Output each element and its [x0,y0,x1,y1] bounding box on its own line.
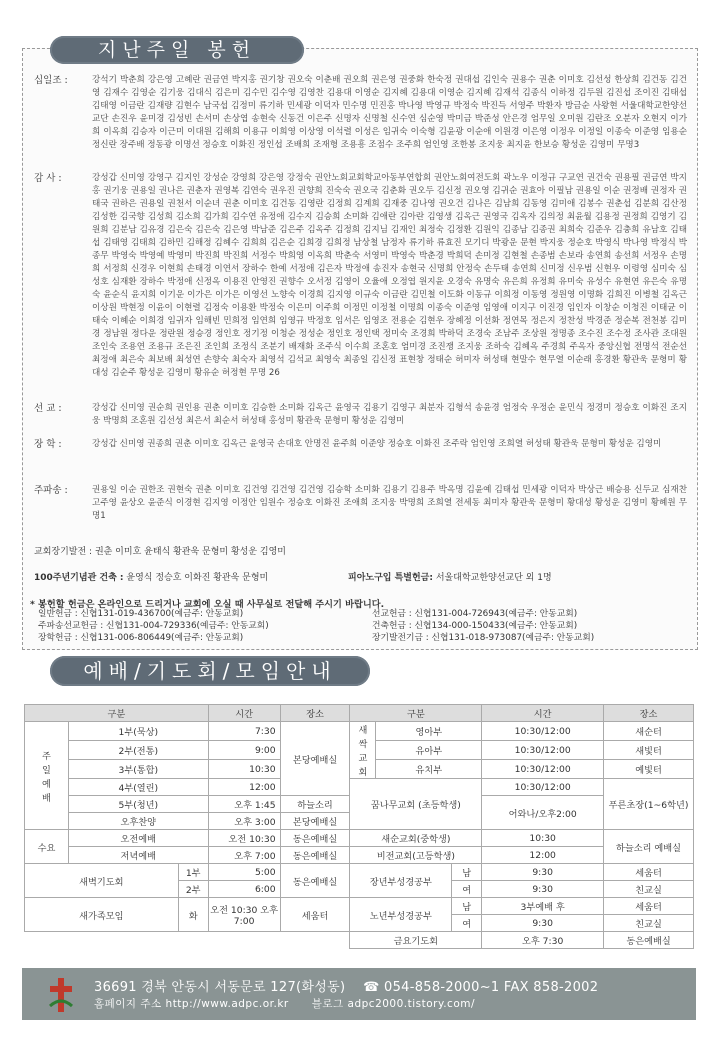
table-row [25,864,694,881]
dawn-place: 동은예배실 [280,864,350,898]
church-cross-icon [46,976,76,1014]
dept-name: 영아부 [376,722,482,741]
sex: 남 [452,864,482,881]
footer-homepage[interactable]: 홈페이지 주소 http://www.adpc.or.kr [94,998,289,1010]
kkum-label: 꿈나무교회 (초등학생) [350,779,482,830]
anniversary-label: 100주년기념관 건축 : [34,573,124,583]
sex: 남 [452,898,482,915]
service-name: 오전예배 [68,830,208,847]
table-row [25,830,694,847]
family-place: 세움터 [280,898,350,932]
building-offering [34,544,286,557]
empty-cell [25,932,350,949]
jang-label: 장년부성경공부 [350,864,452,898]
offering-label: 장 학 : [34,439,62,450]
dept-time: 10:30/12:00 [482,722,604,741]
service-name: 오후찬양 [68,813,208,830]
service-time: 오후 1:45 [208,796,280,813]
dept-place: 새순터 [604,722,694,741]
header-category: 구분 [350,705,482,722]
offering-label: 주파송 : [34,485,68,496]
dept-name: 새순교회(중학생) [350,830,482,847]
dept-name: 비전교회(고등학생) [350,847,482,864]
offering-names: 권용일 이순 권한조 권현숙 권춘 이미호 김건영 김건영 김건영 김승학 소미화 김용기 김용주 박옥명 김윤예 김태섭 민세광 이덕자 박상근 배승용 신두교 심재찬 고주영 윤상오 윤준식 이경현 김지영 이정안 임원수 정승호 이화진 조애희 조지웅 박명희 조희열 전세동 최미자 황관욱 문형미 황대성 황성운 김영미 황혜원 무명1 [92,485,687,521]
dept-name: 유아부 [376,741,482,760]
table-header-row [25,705,694,722]
footer-address: 36691 경북 안동시 서동문로 127(화성동) [94,980,346,995]
friday-time: 오후 7:30 [482,932,604,949]
schedule-table [24,704,694,949]
study-time: 9:30 [482,881,604,898]
kkum-time: 10:30/12:00 [482,779,604,796]
study-time: 9:30 [482,864,604,881]
service-name: 2부(전통) [68,741,208,760]
sex: 여 [452,915,482,932]
wed-label: 수요 [25,830,69,864]
header-place: 장소 [604,705,694,722]
family-time: 오전 10:30 오후 7:00 [208,898,280,932]
service-name: 저녁예배 [68,847,208,864]
offering-label: 감 사 : [34,173,62,184]
service-time: 12:00 [208,779,280,796]
offering-label: 선 교 : [34,403,62,414]
anniversary-offering [34,570,268,583]
table-row [25,722,694,741]
dawn-time: 5:00 [208,864,280,881]
account-building: 건축헌금 : 신협134-000-150433(예금주: 안동교회) [372,621,578,631]
service-name: 3부(통합) [68,760,208,779]
dept-time: 10:30/12:00 [482,741,604,760]
header-place: 장소 [280,705,350,722]
service-time: 7:30 [208,722,280,741]
saesak-label: 새싹교회 [350,722,376,779]
service-name: 5부(청년) [68,796,208,813]
account-mission: 선교헌금 : 신협131-004-726943(예금주: 안동교회) [372,609,578,619]
friday-name: 금요기도회 [350,932,482,949]
service-time: 10:30 [208,760,280,779]
family-label: 새가족모임 [25,898,179,932]
header-time: 시간 [208,705,280,722]
account-general: 일반헌금 : 신협131-019-436700(예금주: 안동교회) [38,609,244,619]
footer [22,968,696,1020]
header-time: 시간 [482,705,604,722]
dept-time: 10:30/12:00 [482,760,604,779]
dept-name: 유치부 [376,760,482,779]
kkum-place: 푸른초장(1~6학년) [604,779,694,830]
offering-label: 십일조 : [34,75,68,86]
building-label: 교회장기발전 : [34,547,93,557]
service-name: 1부(묵상) [68,722,208,741]
service-time: 오후 3:00 [208,813,280,830]
service-time: 9:00 [208,741,280,760]
dept-place: 새빛터 [604,741,694,760]
service-name: 4부(열린) [68,779,208,796]
anniversary-names: 윤영식 정승호 이화진 황관욱 문형미 [126,573,269,583]
offering-names: 강성갑 신미영 권종희 권춘 이미호 김옥근 윤영국 손대호 안명진 윤주희 이준양 정승호 이화진 조주락 엄인영 조희열 허성태 황관욱 문형미 황성운 김영미 [92,439,662,449]
sunday-label: 주일예배 [25,722,69,830]
section-title-offerings: 지난주일 봉헌 [50,36,304,64]
dawn-time: 6:00 [208,881,280,898]
footer-phone: ☎ 054-858-2000~1 FAX 858-2002 [363,980,599,995]
account-scholarship: 장학헌금 : 신협131-006-806449(예금주: 안동교회) [38,633,244,643]
section-title-schedule: 예배/기도회/모임안내 [50,656,370,686]
building-names: 권춘 이미호 윤태식 황관욱 문형미 황성운 김영미 [94,547,286,557]
friday-place: 동은예배실 [604,932,694,949]
offering-names: 강석기 박춘희 강은영 고혜란 권금연 박지홍 권기창 권오숙 이춘배 권오희 권은영 권중화 한숙정 권대섭 김인숙 권용수 권춘 이미호 김선성 한상희 김건동 김건영 김재수 김영순 김기웅 김대식 김은미 김수민 김수영 김영찬 김용대 이영순 김지혜 김용대 이영순 김지혜 김재석 김종식 이하정 김두원 김진섭 조이진 김태섭 김태영 이금란 김재량 김현수 남국섭 김정미 류기하 민세광 이덕자 민수명 민진홍 박나영 박영규 박정숙 박진득 서영주 박환자 방금순 사왕현 서울대학교한양선교단 손진우 윤미경 김성빈 손서미 손상엽 송현숙 신동건 이은주 신명자 신명철 신수연 심순영 박미금 박준성 안은경 엄무일 오미원 김란조 오분자 오현지 이가희 이옥희 김승자 이근미 이대원 김해희 이용규 이희영 이상영 이석렬 이성은 임귀숙 이숙형 김윤광 이순애 이원경 이은영 이정우 이정일 이종숙 이준영 임용순 정신란 장주배 정동광 이명선 정승호 이화진 정인섭 조배희 조재형 조용흥 조점수 조주희 엄인영 조한봉 조지웅 최지윤 한보승 황성운 김영미 무명3 [92,75,687,150]
study-time: 3부예배 후 [482,898,604,915]
account-list-right [372,608,594,644]
study-place: 세움터 [604,898,694,915]
dept-place: 예빛터 [604,760,694,779]
footer-address-line [94,976,598,995]
dept-time: 10:30 [482,830,604,847]
table-row [25,779,694,796]
offering-notice: * 봉헌할 헌금은 온라인으로 드리거나 교회에 오실 때 사무실로 전달해 주시기 바랍니다. [30,599,385,610]
service-place: 하늘소리 [280,796,350,813]
footer-blog[interactable]: 블로그 adpc2000.tistory.com/ [311,998,476,1010]
piano-label: 피아노구입 특별헌금: [348,573,433,583]
footer-web-line [94,996,475,1011]
header-category: 구분 [25,705,209,722]
dept-time: 12:00 [482,847,604,864]
kkum-time: 어와나/오후2:00 [482,796,604,830]
account-longterm: 장기발전기금 : 신협131-018-973087(예금주: 안동교회) [372,633,595,643]
family-day: 화 [178,898,208,932]
service-place: 동은예배실 [280,847,350,864]
offering-names: 강성갑 신미영 권순희 권인용 권춘 이미호 김승한 소미화 김옥근 윤영국 김용기 김영구 최분자 김형석 송윤경 엄정숙 우정순 윤민식 정경미 정승호 이화진 조지웅 박명희 조혼원 김선성 최은서 최순서 허성태 홍성미 황관욱 문형미 황성운 김영미 [92,403,687,426]
dawn-part: 2부 [178,881,208,898]
dawn-part: 1부 [178,864,208,881]
sex: 여 [452,881,482,898]
youth-place: 하늘소리 예배실 [604,830,694,864]
study-place: 친교실 [604,915,694,932]
study-place: 친교실 [604,881,694,898]
offering-names: 강성갑 신미영 강영구 김지인 강성순 강영희 강은영 강정숙 권안노회교회학교아동부연합회 권안노회여전도회 곽노우 이정규 구교연 권건숙 권용필 권금연 박지홍 권기웅 권용일 권나은 권춘자 권영복 김연숙 권우진 권향희 진숙숙 권오국 김춘화 권오두 김신정 권오영 김귀순 권효아 이필남 권용일 이순 권정배 권정자 권태국 권하은 권용일 권천서 이순녀 권춘 이미호 김건동 김영란 김정희 김계희 김재중 김나영 권오건 김나은 김남희 김동영 김미애 김봉수 권춘섭 김분희 김산정 김성한 김국향 김성희 김소희 김가희 김수연 유정애 김수지 김승희 소미화 김애란 김아란 김영생 김옥근 권영국 김옥자 김의정 최윤월 김용정 권정희 김영기 김원희 김분남 김유경 김은숙 김은숙 김은영 박남준 김은주 김옥주 김정희 김지님 김재인 최정숙 김정환 김원익 김종남 김종권 최희숙 김준우 김충희 유남호 김태섭 김태영 김태희 김하민 김해정 김혜수 김희희 김은순 김희경 김희정 남상철 남정자 류기하 류효진 모기디 박광운 문현 박지웅 정순호 박영식 박나영 박정식 박종무 박영숙 박영예 박영미 박진희 박진희 서정수 박희영 이옥희 박춘숙 서영미 박영숙 박춘경 박희덕 손미정 김현철 손종범 손보라 송연희 송선희 서정우 손명희 서정희 신경우 이현희 손태경 이연서 장하수 한예 서정애 김은자 박정애 송진자 송현국 신명희 안정숙 손두태 송연희 신미정 신우범 신현우 이령영 심미숙 심성호 심재환 장하수 박정애 신정옥 이용진 안영진 권향수 오서정 김영이 오율애 오정엽 원지윤 오경숙 유명숙 유은희 유정희 유미숙 유성수 유현연 유은숙 유명숙 윤순식 윤지희 이기운 이가은 이가은 이영선 노향숙 이경희 김지영 이규숙 이금란 김민철 이도화 이동규 이희정 이동영 정원영 이명화 김희진 이병철 김옥근 이상원 박현정 이윤이 이현렬 김정숙 이용환 박정숙 이은미 이주희 이정민 이정철 이명희 이종숙 이준영 임영애 이지구 이진경 임인자 이창순 이청진 이태균 이태숙 이혜순 이희경 임귀자 임해빈 민희정 임연희 임영규 박정호 임서은 임영조 전용순 김현우 장혜정 이선화 정연목 정은지 정찬성 박경준 정순복 전천봉 김미경 정남원 정다운 정란원 정승경 정인호 정기정 이청순 정성순 정인호 정인택 정미숙 조경희 박하덕 조경숙 조남주 조상원 정명종 조수진 조수정 조사관 조대원 조인숙 조용연 조용규 조은진 조인희 조정식 조분기 배재화 조주식 이수희 조혼호 엄미경 조진쟁 조지웅 조하숙 김혜옥 주경희 주옥자 중앙신협 전명석 전순선 최정애 최은숙 최보배 최성연 손향숙 최숙자 최영석 김석교 최영숙 최종일 김신정 표현창 정태순 허미자 허성태 현말수 현무열 이순래 홍경환 황관욱 문형미 황대성 김순주 황성운 김영미 황유순 허정현 무명 26 [92,173,687,378]
nonyeon-label: 노년부성경공부 [350,898,452,932]
service-place: 동은예배실 [280,830,350,847]
piano-names: 서울대학교한양선교단 외 1명 [435,573,552,583]
table-row [25,932,694,949]
table-row [25,847,694,864]
service-time: 오전 10:30 [208,830,280,847]
service-place: 본당예배실 [280,813,350,830]
service-time: 오후 7:00 [208,847,280,864]
service-place: 본당예배실 [280,722,350,796]
table-row [25,898,694,915]
account-weekly-mission: 주파송선교헌금 : 신협131-004-729336(예금주: 안동교회) [38,621,269,631]
piano-offering [348,570,552,583]
study-time: 9:30 [482,915,604,932]
dawn-label: 새벽기도회 [25,864,179,898]
study-place: 세움터 [604,864,694,881]
account-list-left [38,608,269,644]
